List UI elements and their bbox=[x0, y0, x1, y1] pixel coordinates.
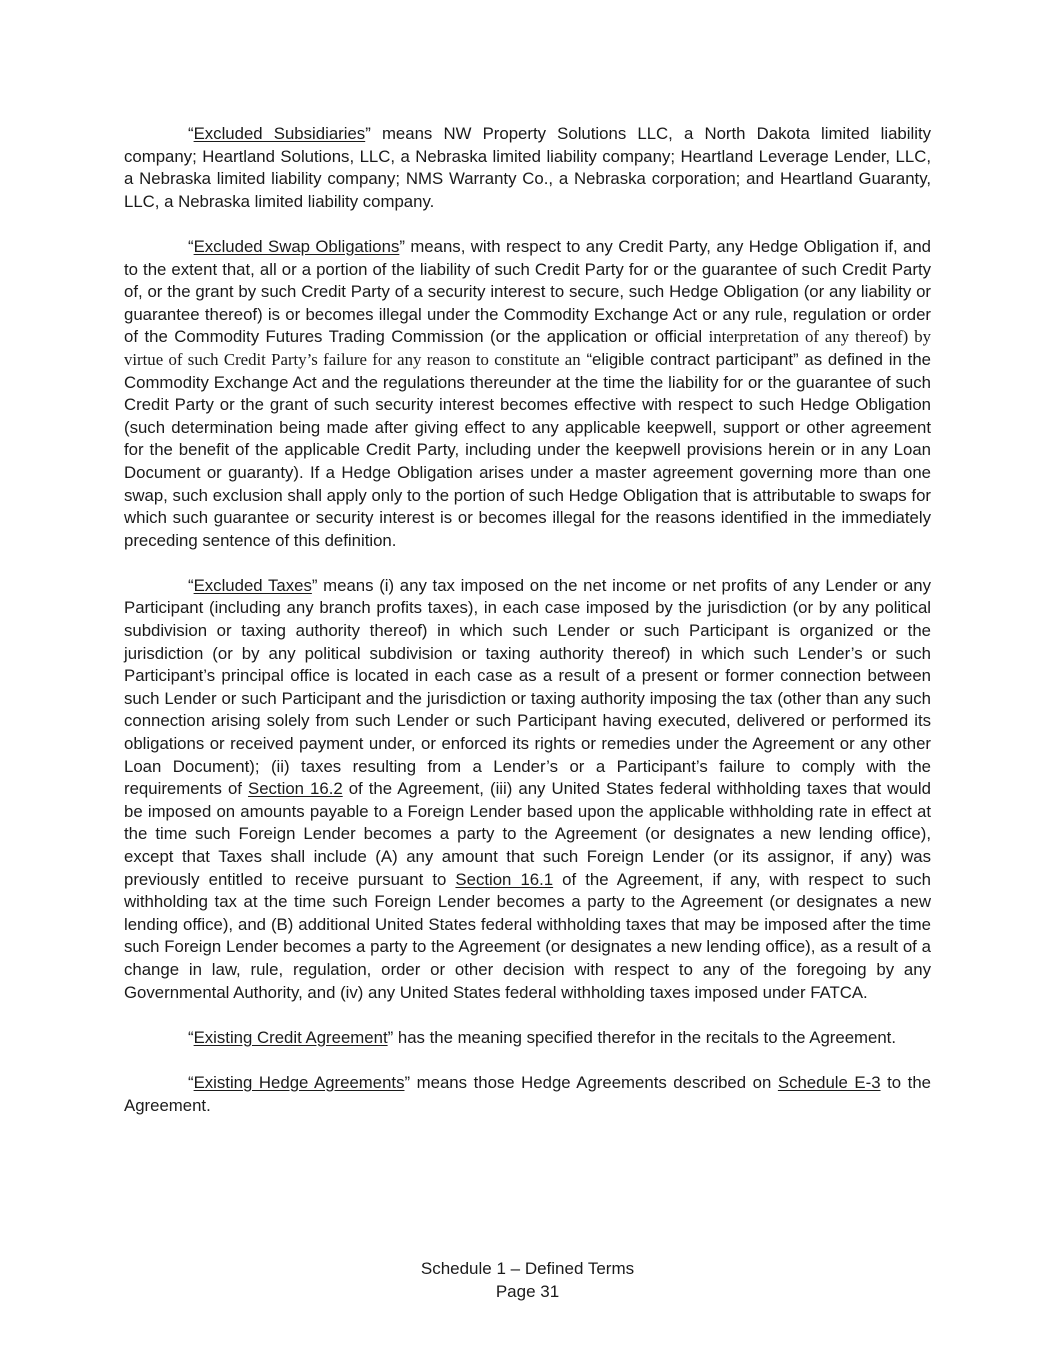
definition-text: means NW Property Solutions LLC, a North Dakota limited liability company; Heartland Solutions, LLC, a Nebraska limited liability company; Heartland Leverage Lender, LLC, a Nebraska limited liability company; NMS Warranty Co., a Nebraska corporation; and Heartland Guaranty, LLC, a Nebraska limited liability company. bbox=[124, 124, 931, 211]
defined-term: Excluded Subsidiaries bbox=[193, 124, 366, 143]
definition-text-serif: interpretation of any thereof) by virtue of such Credit Party’s failure for any reason to constitute an bbox=[124, 327, 931, 369]
footer-page-number: Page 31 bbox=[495, 1282, 560, 1301]
close-quote: ” bbox=[404, 1072, 411, 1092]
definition-text: means, with respect to any Credit Party, any Hedge Obligation if, and to the extent that, all or a portion of the liability of such Credit Party for or the guarantee of such Credit Party of, or the grant by such Credit Party of a security interest to secure, such Hedge Obligation (or any liability or guarantee thereof) is or becomes illegal under the Commodity Exchange Act or any rule, regulation or order of the Commodity Futures Trading Commission (or the application or official bbox=[124, 236, 932, 347]
open-quote: “ bbox=[188, 236, 194, 256]
section-reference: Section 16.1 bbox=[455, 869, 554, 889]
open-quote: “ bbox=[188, 575, 194, 595]
defined-term: Excluded Swap Obligations bbox=[193, 236, 400, 256]
section-reference: Section 16.2 bbox=[248, 779, 343, 799]
close-quote: ” bbox=[365, 124, 371, 143]
definition-text: to the Agreement. bbox=[124, 1072, 931, 1115]
close-quote: ” bbox=[399, 236, 405, 256]
definitions-body bbox=[124, 123, 931, 1117]
definition-existing-credit-agreement bbox=[124, 1027, 931, 1050]
schedule-reference: Schedule E-3 bbox=[777, 1072, 881, 1092]
footer-schedule-title: Schedule 1 – Defined Terms bbox=[420, 1259, 635, 1278]
close-quote: ” bbox=[311, 575, 318, 595]
definition-excluded-taxes bbox=[124, 575, 931, 1004]
definition-text: of the Agreement, (iii) any United States federal withholding taxes that would be imposed on amounts payable to a Foreign Lender based upon the applicable withholding rate in effect at the time such Foreign Lender becomes a party to the Agreement (or designates a new lending office), except that Taxes shall include (A) any amount that such Foreign Lender (or its assignor, if any) was previously entitled to receive pursuant to bbox=[124, 779, 931, 889]
defined-term: Excluded Taxes bbox=[193, 575, 312, 595]
open-quote: “ bbox=[188, 124, 194, 143]
defined-term: Existing Credit Agreement bbox=[193, 1027, 388, 1047]
definition-text: means those Hedge Agreements described on bbox=[410, 1072, 778, 1092]
definition-text: means (i) any tax imposed on the net income or net profits of any Lender or any Participant (including any branch profits taxes), in each case imposed by the jurisdiction (or by any political subdivision or taxing authority thereof) in which such Lender or such Participant is organized or the jurisdiction (or by any political subdivision or taxing authority thereof) in which such Lender’s or such Participant’s principal office is located in each case as a result of a present or former connection between such Lender or such Participant and the jurisdiction or taxing authority imposing the tax (other than any such connection arising solely from such Lender or such Participant having executed, delivered or performed its obligations or received payment under, or enforced its rights or remedies under the Agreement or any other Loan Document); (ii) taxes resulting from a Lender’s or a Participant’s failure to comply with the requirements of bbox=[124, 575, 931, 799]
definition-text: has the meaning specified therefor in the recitals to the Agreement. bbox=[393, 1027, 897, 1047]
close-quote: ” bbox=[387, 1027, 394, 1047]
definition-text: of the Agreement, if any, with respect to such withholding tax at the time such Foreign Lender becomes a party to the Agreement (or designates a new lending office), and (B) additional United States federal withholding taxes that may be imposed after the time such Foreign Lender becomes a party to the Agreement (or designates a new lending office), as a result of a change in law, rule, regulation, order or other decision with respect to any of the foregoing by any Governmental Authority, and (iv) any United States federal withholding taxes imposed under FATCA. bbox=[124, 869, 931, 1002]
open-quote: “ bbox=[188, 1027, 194, 1047]
definition-existing-hedge-agreements bbox=[124, 1072, 931, 1117]
definition-excluded-swap-obligations bbox=[124, 236, 931, 552]
definition-text: “eligible contract participant” as defined in the Commodity Exchange Act and the regulations thereunder at the time the liability for or the guarantee of such Credit Party or the grant of such security interest becomes effective with respect to such Hedge Obligation (such determination being made after giving effect to any applicable keepwell, support or other agreement for the benefit of the applicable Credit Party, including under the keepwell provisions herein or in any Loan Document or guaranty). If a Hedge Obligation arises under a master agreement governing more than one swap, such exclusion shall apply only to the portion of such Hedge Obligation that is attributable to swaps for which such guarantee or security interest is or becomes illegal for the reasons identified in the immediately preceding sentence of this definition. bbox=[124, 349, 931, 550]
open-quote: “ bbox=[188, 1072, 194, 1092]
page-footer bbox=[0, 1257, 1055, 1303]
defined-term: Existing Hedge Agreements bbox=[193, 1072, 405, 1092]
definition-excluded-subsidiaries bbox=[124, 123, 931, 213]
